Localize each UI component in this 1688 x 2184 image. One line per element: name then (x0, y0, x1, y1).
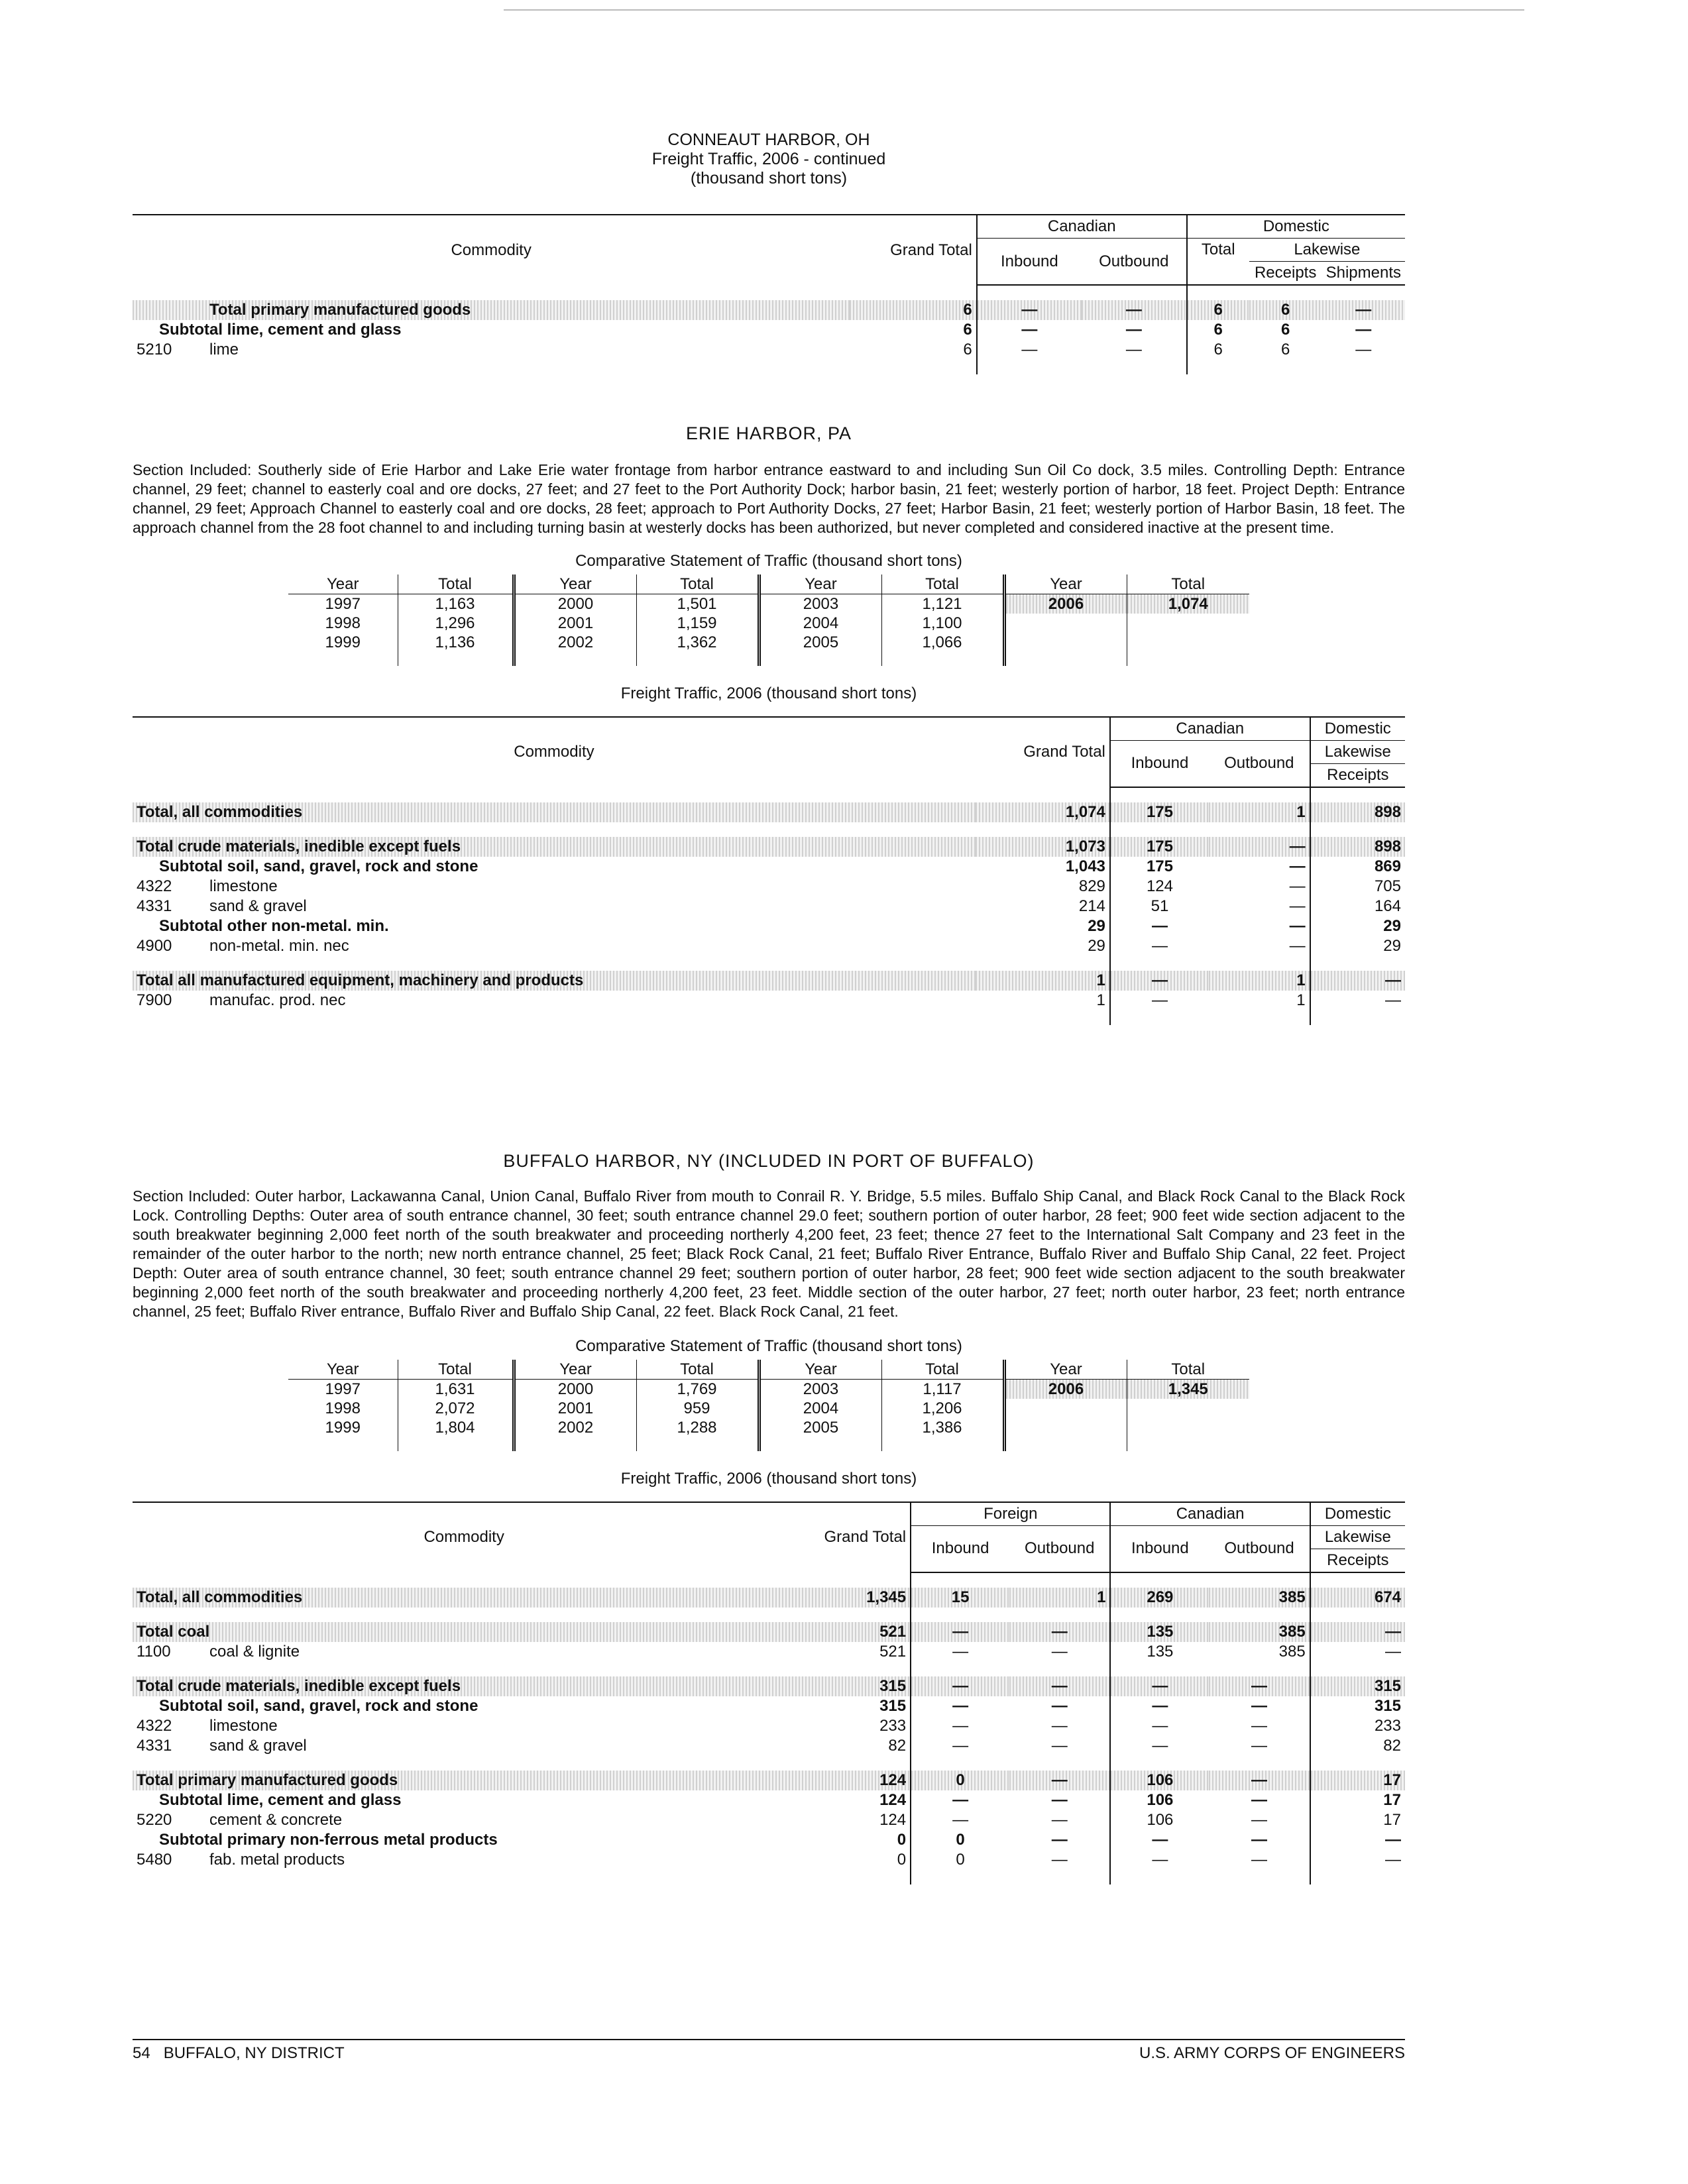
comp-years: 2000 2001 2002 (514, 1380, 636, 1451)
comp-years: 2006 (1006, 594, 1127, 614)
col-can-inbound: Inbound (1110, 740, 1209, 787)
col-canadian: Canadian (1110, 1502, 1310, 1526)
comp-totals: 1,163 1,296 1,136 (398, 594, 514, 666)
buffalo-freight-caption: Freight Traffic, 2006 (thousand short tons) (620, 1469, 917, 1488)
col-grand-total: Grand Total (795, 1502, 911, 1572)
table-row: Subtotal soil, sand, gravel, rock and stone 315 — — — — 315 (133, 1696, 1405, 1716)
footer-left: 54 BUFFALO, NY DISTRICT (133, 2044, 345, 2062)
table-row: Subtotal soil, sand, gravel, rock and stone 1,043 175 — 869 (133, 857, 1405, 877)
table-row: 4900 non-metal. min. nec 29 — — 29 (133, 936, 1405, 956)
col-lakewise: Lakewise (1310, 1525, 1405, 1549)
erie-title: ERIE HARBOR, PA (685, 423, 852, 443)
table-row: Subtotal lime, cement and glass 124 — — 106 — 17 (133, 1790, 1405, 1810)
comp-totals: 1,345 (1127, 1380, 1250, 1399)
page-footer (133, 2039, 1405, 2063)
erie-comparative-table: Year Total Year Total Year Total Year Total 1997 1998 1999 1,163 1,296 1,136 2000 2001 2002 1,501 1,159 1,362 2003 2004 2005 1,121 1,100 1,066 2006 1,074 (288, 574, 1249, 666)
conneaut-units: (thousand short tons) (690, 169, 848, 188)
col-domestic: Domestic (1310, 1502, 1405, 1526)
col-commodity: Commodity (133, 215, 850, 285)
table-row: Subtotal primary non-ferrous metal products 0 0 — — — — (133, 1830, 1405, 1850)
conneaut-subtitle: Freight Traffic, 2006 - continued (651, 150, 886, 168)
col-receipts: Receipts (1249, 262, 1322, 286)
erie-section-text: Section Included: Southerly side of Erie Harbor and Lake Erie water frontage from harbor entrance eastward to and including Sun Oil Co dock, 3.5 miles. Controlling Depth: Entrance channel, 29 feet; channel to easterly coal and ore docks, 27 feet; and 27 feet to the Port Authority Dock; harbor basin, 21 feet; westerly portion of harbor, 18 feet. Project Depth: Entrance channel, 29 feet; Approach Channel to easterly coal and ore docks, 28 feet; approach to Port Authority Docks, 27 feet; Harbor Basin, 21 feet; westerly portion of Harbor Basin, 18 feet. The approach channel from the 28 foot channel to and including turning basin at westerly docks has been authorized, but never completed and considered inactive at the present time. (133, 461, 1405, 536)
table-row: Total, all commodities 1,074 175 1 898 (133, 802, 1405, 822)
col-commodity: Commodity (133, 717, 976, 787)
conneaut-title: CONNEAUT HARBOR, OH (667, 131, 870, 149)
table-row: 4322 limestone 829 124 — 705 (133, 877, 1405, 897)
col-lakewise: Lakewise (1310, 740, 1405, 763)
table-row: 4331 sand & gravel 82 — — — — 82 (133, 1736, 1405, 1756)
conneaut-section (133, 131, 1405, 188)
col-canadian: Canadian (977, 215, 1187, 239)
table-row: 5480 fab. metal products 0 0 — — — — (133, 1850, 1405, 1870)
col-can-inbound: Inbound (1110, 1525, 1209, 1572)
col-shipments: Shipments (1322, 262, 1405, 286)
conneaut-freight-table (133, 214, 1405, 374)
comp-years: 2000 2001 2002 (514, 594, 636, 666)
comp-years: 2006 (1006, 1380, 1127, 1399)
col-receipts: Receipts (1310, 763, 1405, 787)
col-grand-total: Grand Total (976, 717, 1110, 787)
top-rule (504, 9, 1524, 11)
col-can-outbound: Outbound (1209, 1525, 1310, 1572)
table-row: Total coal 521 — — 135 385 — (133, 1622, 1405, 1642)
col-commodity: Commodity (133, 1502, 795, 1572)
col-domestic: Domestic (1310, 717, 1405, 741)
col-lakewise: Lakewise (1249, 239, 1405, 262)
comp-totals: 1,117 1,206 1,386 (881, 1380, 1004, 1451)
col-canadian: Canadian (1110, 717, 1310, 741)
comp-totals: 1,121 1,100 1,066 (881, 594, 1004, 666)
col-grand-total: Grand Total (850, 215, 977, 285)
table-row: 5220 cement & concrete 124 — — 106 — 17 (133, 1810, 1405, 1830)
comp-years: 2003 2004 2005 (759, 1380, 881, 1451)
footer-right: U.S. ARMY CORPS OF ENGINEERS (1139, 2044, 1405, 2062)
table-row: Total crude materials, inedible except fuels 315 — — — — 315 (133, 1676, 1405, 1696)
comp-years: 1997 1998 1999 (325, 595, 361, 651)
buffalo-comparative-table: Year Total Year Total Year Total Year Total 1997 1998 1999 1,631 2,072 1,804 2000 2001 2002 1,769 959 1,288 2003 2004 2005 1,117 1,206 1,386 2006 1,345 (288, 1360, 1249, 1451)
comp-totals: 1,631 2,072 1,804 (398, 1380, 514, 1451)
buffalo-title: BUFFALO HARBOR, NY (INCLUDED IN PORT OF BUFFALO) (503, 1151, 1035, 1171)
table-row: Total, all commodities 1,345 15 1 269 385 674 (133, 1588, 1405, 1608)
erie-section (133, 424, 1405, 1025)
col-foreign: Foreign (911, 1502, 1110, 1526)
table-row: 4331 sand & gravel 214 51 — 164 (133, 897, 1405, 916)
comp-totals: 1,769 959 1,288 (636, 1380, 759, 1451)
erie-freight-table (133, 716, 1405, 1025)
table-row: Total primary manufactured goods 6 — — 6 6 — (133, 300, 1405, 320)
erie-freight-caption: Freight Traffic, 2006 (thousand short tons) (620, 684, 917, 702)
table-row: 7900 manufac. prod. nec 1 — 1 — (133, 991, 1405, 1010)
table-row: 4322 limestone 233 — — — — 233 (133, 1716, 1405, 1736)
table-row: Total all manufactured equipment, machinery and products 1 — 1 — (133, 971, 1405, 991)
buffalo-comp-caption: Comparative Statement of Traffic (thousand short tons) (575, 1337, 962, 1355)
buffalo-section-text: Section Included: Outer harbor, Lackawanna Canal, Union Canal, Buffalo River from mouth to Conrail R. Y. Bridge, 5.5 miles. Buffalo Ship Canal, and Black Rock Canal to the Black Rock Lock. Controlling Depths: Outer area of south entrance channel, 30 feet; south entrance channel 29.0 feet; southern portion of outer harbor, 28 feet; 900 feet wide section adjacent to the south breakwater beginning 2,000 feet north of the south breakwater and proceeding northerly 4,200 feet, 23 feet; thence 27 feet to the International Salt Company and 23 feet in the remainder of the outer harbor to the north; new north entrance channel, 25 feet; Black Rock Canal, 21 feet; Buffalo River Entrance, Buffalo River and Buffalo Ship Canal, 22 feet. Project Depth: Outer area of south entrance channel, 30 feet; south entrance channel 29 feet; southern portion of outer harbor, 28 feet; 900 feet wide section adjacent to the south breakwater beginning 2,000 feet north of the south breakwater and proceeding northerly 4,200 feet, 23 feet. Middle section of the outer harbor, 27 feet; north outer harbor, 23 feet; north entrance channel, 25 feet; Buffalo River entrance, Buffalo River and Buffalo Ship Canal, 22 feet. Black Rock Canal, 21 feet. (133, 1187, 1405, 1320)
table-row: Total primary manufactured goods 124 0 — 106 — 17 (133, 1771, 1405, 1790)
table-row: Subtotal lime, cement and glass 6 — — 6 6 — (159, 321, 1372, 339)
table-row: Subtotal other non-metal. min. 29 — — 29 (133, 916, 1405, 936)
comp-years: 1997 1998 1999 (325, 1380, 361, 1437)
comp-years: 2003 2004 2005 (759, 594, 881, 666)
buffalo-freight-table (133, 1502, 1405, 1884)
col-dom-total: Total (1187, 239, 1249, 286)
table-row: 5210 lime 6 — — 6 6 — (137, 341, 1372, 358)
col-for-outbound: Outbound (1009, 1525, 1110, 1572)
col-can-inbound: Inbound (977, 239, 1082, 286)
col-for-inbound: Inbound (911, 1525, 1009, 1572)
table-row: Total crude materials, inedible except fuels 1,073 175 — 898 (133, 837, 1405, 857)
comp-totals: 1,074 (1127, 594, 1250, 614)
col-receipts: Receipts (1310, 1549, 1405, 1572)
comp-totals: 1,501 1,159 1,362 (636, 594, 759, 666)
buffalo-section (133, 1152, 1405, 1884)
col-can-outbound: Outbound (1082, 239, 1187, 286)
erie-comp-caption: Comparative Statement of Traffic (thousand short tons) (575, 552, 962, 570)
col-can-outbound: Outbound (1209, 740, 1310, 787)
table-row: 1100 coal & lignite 521 — — 135 385 — (133, 1642, 1405, 1662)
col-domestic: Domestic (1187, 215, 1405, 239)
conneaut-freight-table-wrap (133, 214, 1405, 374)
